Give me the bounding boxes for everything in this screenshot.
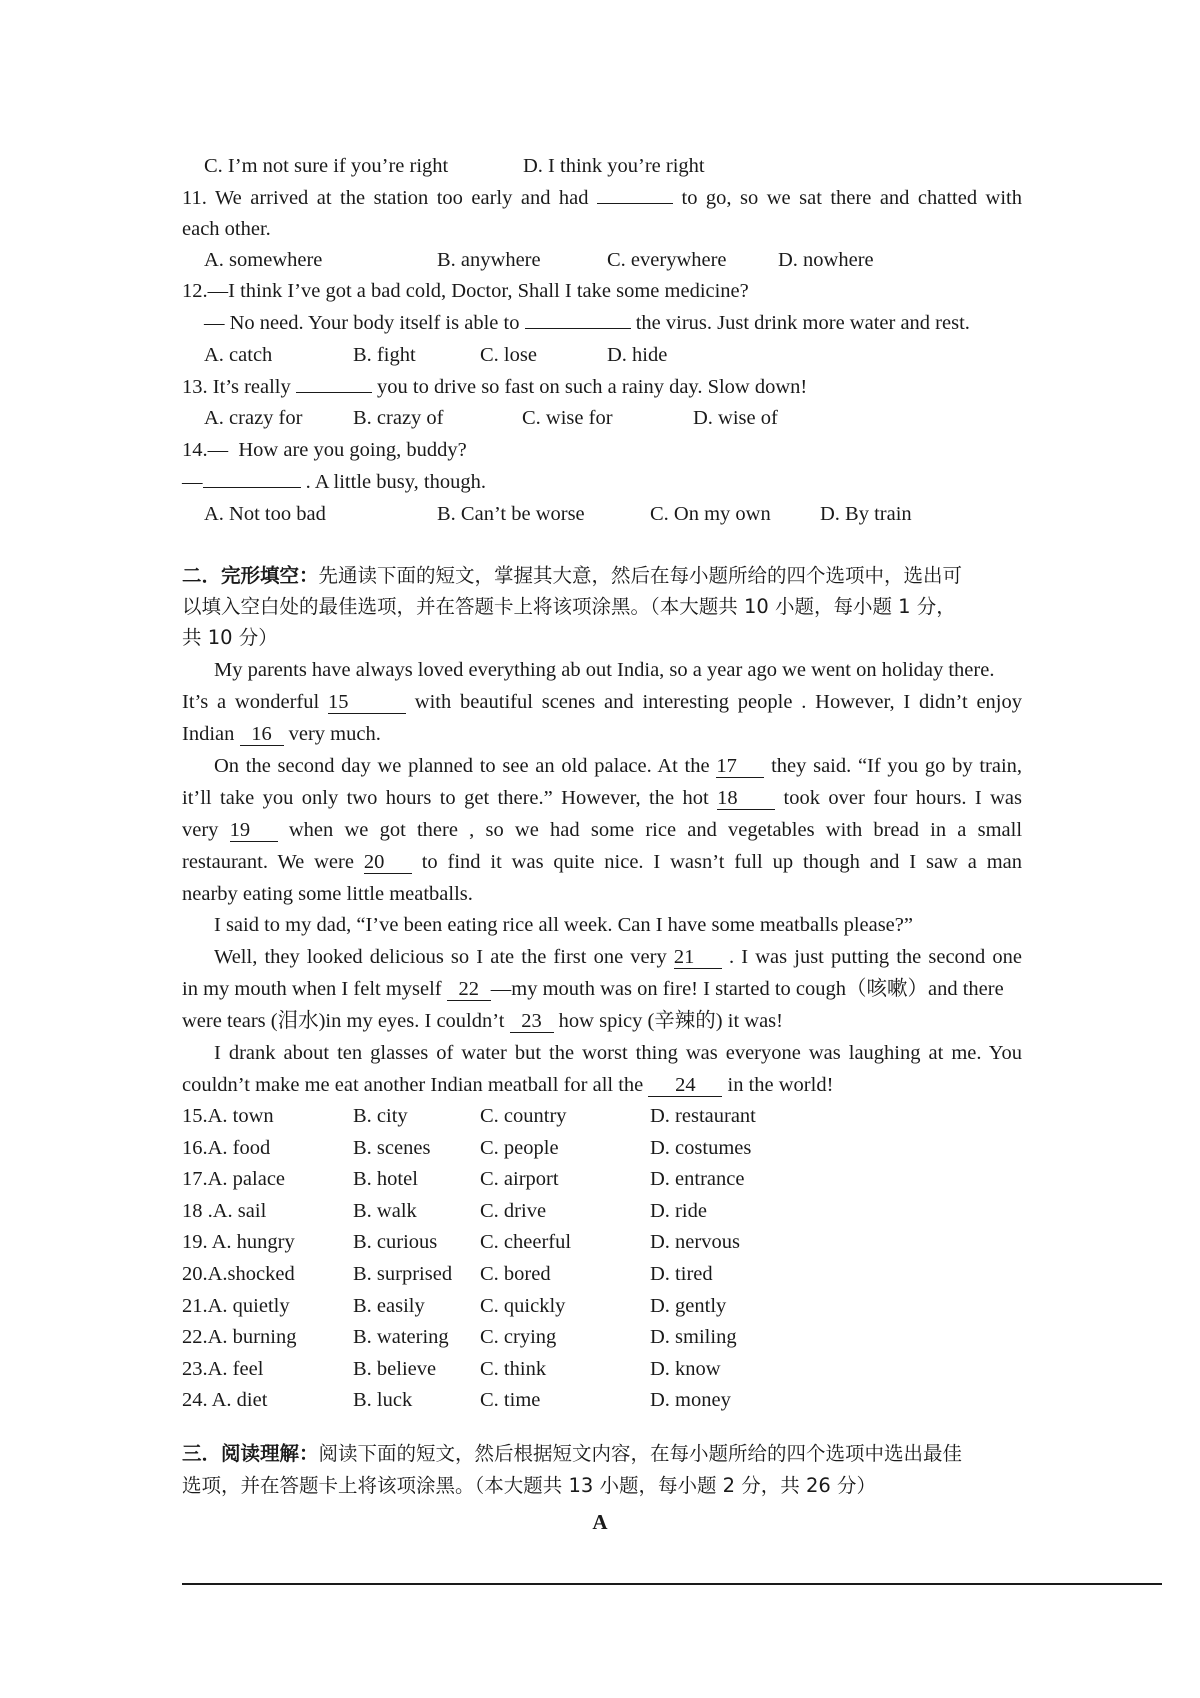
cloze-option-24-a: 24. A. diet bbox=[182, 1389, 268, 1412]
q10-option-d: D. I think you’re right bbox=[523, 155, 705, 177]
q12-answer-line bbox=[204, 309, 970, 337]
passage-text: took over four hours. I was bbox=[783, 787, 1022, 809]
passage-p2-line2 bbox=[182, 784, 1022, 812]
cloze-blank-24: 24 bbox=[648, 1074, 722, 1097]
cloze-option-22-a: 22.A. burning bbox=[182, 1326, 297, 1349]
q12-question: 12.—I think I’ve got a bad cold, Doctor, Shall I take some medicine? bbox=[182, 280, 749, 302]
section2-intro-3: 共 10 分） bbox=[182, 626, 278, 649]
q12-option-c: C. lose bbox=[480, 344, 537, 366]
passage-text: in the world! bbox=[727, 1074, 834, 1096]
passage-p2-line1 bbox=[214, 752, 1022, 780]
cloze-option-21-d: D. gently bbox=[650, 1294, 727, 1317]
passage-p3-line1: I said to my dad, “I’ve been eating rice all week. Can I have some meatballs please?” bbox=[214, 914, 913, 936]
section2-heading: 二．完形填空： bbox=[182, 564, 319, 587]
cloze-option-15-a: 15.A. town bbox=[182, 1105, 274, 1127]
section3-intro-1: 阅读下面的短文，然后根据短文内容，在每小题所给的四个选项中选出最佳 bbox=[318, 1442, 963, 1465]
cloze-option-21-b: B. easily bbox=[353, 1294, 425, 1317]
q12-blank bbox=[525, 328, 631, 329]
cloze-option-18-b: B. walk bbox=[353, 1199, 417, 1222]
passage-text: very much. bbox=[288, 723, 381, 745]
q13-option-d: D. wise of bbox=[693, 407, 778, 429]
q11-stem-part1: 11. We arrived at the station too early and had bbox=[182, 187, 589, 209]
cloze-blank-19: 19 bbox=[230, 819, 278, 842]
passage-p2-line5: nearby eating some little meatballs. bbox=[182, 883, 473, 905]
cloze-option-24-b: B. luck bbox=[353, 1389, 413, 1412]
q13-option-a: A. crazy for bbox=[204, 407, 303, 429]
passage-text: It’s a wonderful bbox=[182, 691, 320, 713]
passage-text: Indian bbox=[182, 723, 235, 745]
q14-option-b: B. Can’t be worse bbox=[437, 503, 585, 525]
footer-rule bbox=[182, 1583, 1162, 1585]
cloze-option-19-a: 19. A. hungry bbox=[182, 1231, 295, 1254]
passage-p4-line3 bbox=[182, 1007, 783, 1035]
section3-heading: 三．阅读理解： bbox=[182, 1442, 319, 1465]
cloze-option-24-d: D. money bbox=[650, 1389, 731, 1412]
cloze-blank-20: 20 bbox=[364, 851, 412, 874]
cloze-option-22-b: B. watering bbox=[353, 1326, 449, 1349]
cloze-blank-15: 15 bbox=[328, 691, 406, 714]
q11-stem-continued: each other. bbox=[182, 218, 271, 240]
cloze-option-18-c: C. drive bbox=[480, 1199, 547, 1222]
passage-p4-line1 bbox=[214, 943, 1022, 971]
q14-option-d: D. By train bbox=[820, 503, 912, 525]
q13-option-b: B. crazy of bbox=[353, 407, 444, 429]
q14-option-a: A. Not too bad bbox=[204, 503, 326, 525]
cloze-option-18-a: 18 .A. sail bbox=[182, 1199, 267, 1222]
cloze-option-15-c: C. country bbox=[480, 1105, 567, 1127]
passage-p5-line1: I drank about ten glasses of water but the worst thing was everyone was laughing at me. You bbox=[214, 1042, 1022, 1064]
passage-text: were tears (泪水)in my eyes. I couldn’t bbox=[182, 1010, 505, 1032]
passage-a-label: A bbox=[592, 1510, 608, 1534]
passage-text: to find it was quite nice. I wasn’t full up though and I saw a man bbox=[421, 851, 1022, 873]
cloze-option-19-d: D. nervous bbox=[650, 1231, 740, 1254]
passage-p2-line4 bbox=[182, 848, 1022, 876]
cloze-option-23-d: D. know bbox=[650, 1357, 721, 1380]
cloze-option-22-d: D. smiling bbox=[650, 1326, 737, 1349]
cloze-option-19-c: C. cheerful bbox=[480, 1231, 572, 1254]
q10-option-c: C. I’m not sure if you’re right bbox=[204, 155, 449, 177]
section2-intro-line1 bbox=[182, 562, 962, 590]
cloze-option-16-a: 16.A. food bbox=[182, 1136, 271, 1159]
passage-text: Well, they looked delicious so I ate the first one very bbox=[214, 946, 667, 968]
passage-p1-line3 bbox=[182, 720, 381, 748]
q11-blank bbox=[597, 203, 673, 204]
section3-intro-2: 选项，并在答题卡上将该项涂黑。（本大题共 13 小题，每小题 2 分，共 26 分） bbox=[182, 1474, 876, 1497]
passage-text: with beautiful scenes and interesting people . However, I didn’t enjoy bbox=[414, 691, 1023, 713]
q14-blank bbox=[203, 487, 301, 488]
q14-option-c: C. On my own bbox=[650, 503, 771, 525]
section2-intro-1: 先通读下面的短文，掌握其大意，然后在每小题所给的四个选项中，选出可 bbox=[318, 564, 963, 587]
cloze-option-20-d: D. tired bbox=[650, 1263, 713, 1285]
q14-answer-dash: — bbox=[182, 471, 203, 493]
cloze-option-15-b: B. city bbox=[353, 1105, 408, 1127]
passage-text: couldn’t make me eat another Indian meatball for all the bbox=[182, 1074, 644, 1096]
q12-option-a: A. catch bbox=[204, 344, 273, 366]
cloze-option-17-d: D. entrance bbox=[650, 1168, 745, 1191]
q11-option-a: A. somewhere bbox=[204, 249, 323, 271]
cloze-option-24-c: C. time bbox=[480, 1389, 541, 1412]
cloze-option-20-c: C. bored bbox=[480, 1263, 551, 1285]
cloze-blank-21: 21 bbox=[674, 946, 722, 969]
cloze-blank-16: 16 bbox=[240, 723, 284, 746]
cloze-option-19-b: B. curious bbox=[353, 1231, 438, 1254]
passage-p5-line2 bbox=[182, 1071, 833, 1099]
passage-text: how spicy (辛辣的) it was! bbox=[558, 1010, 783, 1032]
q14-answer-line bbox=[182, 468, 486, 496]
q11-option-b: B. anywhere bbox=[437, 249, 541, 271]
cloze-option-20-b: B. surprised bbox=[353, 1263, 453, 1285]
cloze-option-17-b: B. hotel bbox=[353, 1168, 418, 1191]
cloze-option-16-c: C. people bbox=[480, 1136, 559, 1159]
cloze-option-16-b: B. scenes bbox=[353, 1136, 431, 1159]
cloze-option-17-a: 17.A. palace bbox=[182, 1168, 286, 1191]
cloze-option-22-c: C. crying bbox=[480, 1326, 557, 1349]
cloze-option-15-d: D. restaurant bbox=[650, 1105, 756, 1127]
q11-stem bbox=[182, 184, 1022, 212]
cloze-option-23-a: 23.A. feel bbox=[182, 1357, 264, 1380]
q11-option-c: C. everywhere bbox=[607, 249, 727, 271]
q13-stem bbox=[182, 373, 807, 401]
cloze-option-21-c: C. quickly bbox=[480, 1294, 566, 1317]
passage-text: it’ll take you only two hours to get there.” However, the hot bbox=[182, 787, 709, 809]
passage-text: On the second day we planned to see an old palace. At the bbox=[214, 755, 710, 777]
cloze-option-18-d: D. ride bbox=[650, 1199, 707, 1222]
q14-question: 14.— How are you going, buddy? bbox=[182, 439, 467, 461]
cloze-option-23-c: C. think bbox=[480, 1357, 547, 1380]
passage-text: in my mouth when I felt myself bbox=[182, 978, 442, 1000]
passage-text: . I was just putting the second one bbox=[729, 946, 1023, 968]
cloze-option-23-b: B. believe bbox=[353, 1357, 437, 1380]
passage-text: they said. “If you go by train, bbox=[771, 755, 1023, 777]
q12-answer-part1: — No need. Your body itself is able to bbox=[204, 312, 520, 334]
q12-option-b: B. fight bbox=[353, 344, 416, 366]
passage-text: very bbox=[182, 819, 219, 841]
q12-option-d: D. hide bbox=[607, 344, 668, 366]
cloze-option-20-a: 20.A.shocked bbox=[182, 1263, 295, 1285]
cloze-blank-17: 17 bbox=[716, 755, 764, 778]
passage-text: restaurant. We were bbox=[182, 851, 354, 873]
passage-p4-line2 bbox=[182, 975, 1004, 1003]
section2-intro-2: 以填入空白处的最佳选项，并在答题卡上将该项涂黑。（本大题共 10 小题，每小题 1 分， bbox=[182, 595, 956, 618]
q12-answer-part2: the virus. Just drink more water and rest. bbox=[635, 312, 970, 334]
q11-stem-part2: to go, so we sat there and chatted with bbox=[681, 187, 1023, 209]
cloze-blank-22: 22 bbox=[447, 978, 491, 1001]
q14-answer-part2: . A little busy, though. bbox=[305, 471, 486, 493]
cloze-option-16-d: D. costumes bbox=[650, 1136, 752, 1159]
q13-stem-part2: you to drive so fast on such a rainy day. Slow down! bbox=[377, 376, 808, 398]
passage-p1-line1: My parents have always loved everything ab out India, so a year ago we went on holiday there. bbox=[214, 659, 995, 681]
cloze-option-21-a: 21.A. quietly bbox=[182, 1294, 290, 1317]
cloze-option-17-c: C. airport bbox=[480, 1168, 559, 1191]
passage-p1-line2 bbox=[182, 688, 1022, 716]
section3-intro-line1 bbox=[182, 1440, 962, 1468]
passage-text: when we got there , so we had some rice and vegetables with bread in a small bbox=[288, 819, 1023, 841]
cloze-blank-23: 23 bbox=[510, 1010, 554, 1033]
cloze-blank-18: 18 bbox=[717, 787, 775, 810]
q13-blank bbox=[296, 392, 372, 393]
passage-p2-line3 bbox=[182, 816, 1022, 844]
passage-text: —my mouth was on fire! I started to cough（咳嗽）and there bbox=[490, 978, 1004, 1000]
q11-option-d: D. nowhere bbox=[778, 249, 874, 271]
q13-stem-part1: 13. It’s really bbox=[182, 376, 291, 398]
q13-option-c: C. wise for bbox=[522, 407, 613, 429]
